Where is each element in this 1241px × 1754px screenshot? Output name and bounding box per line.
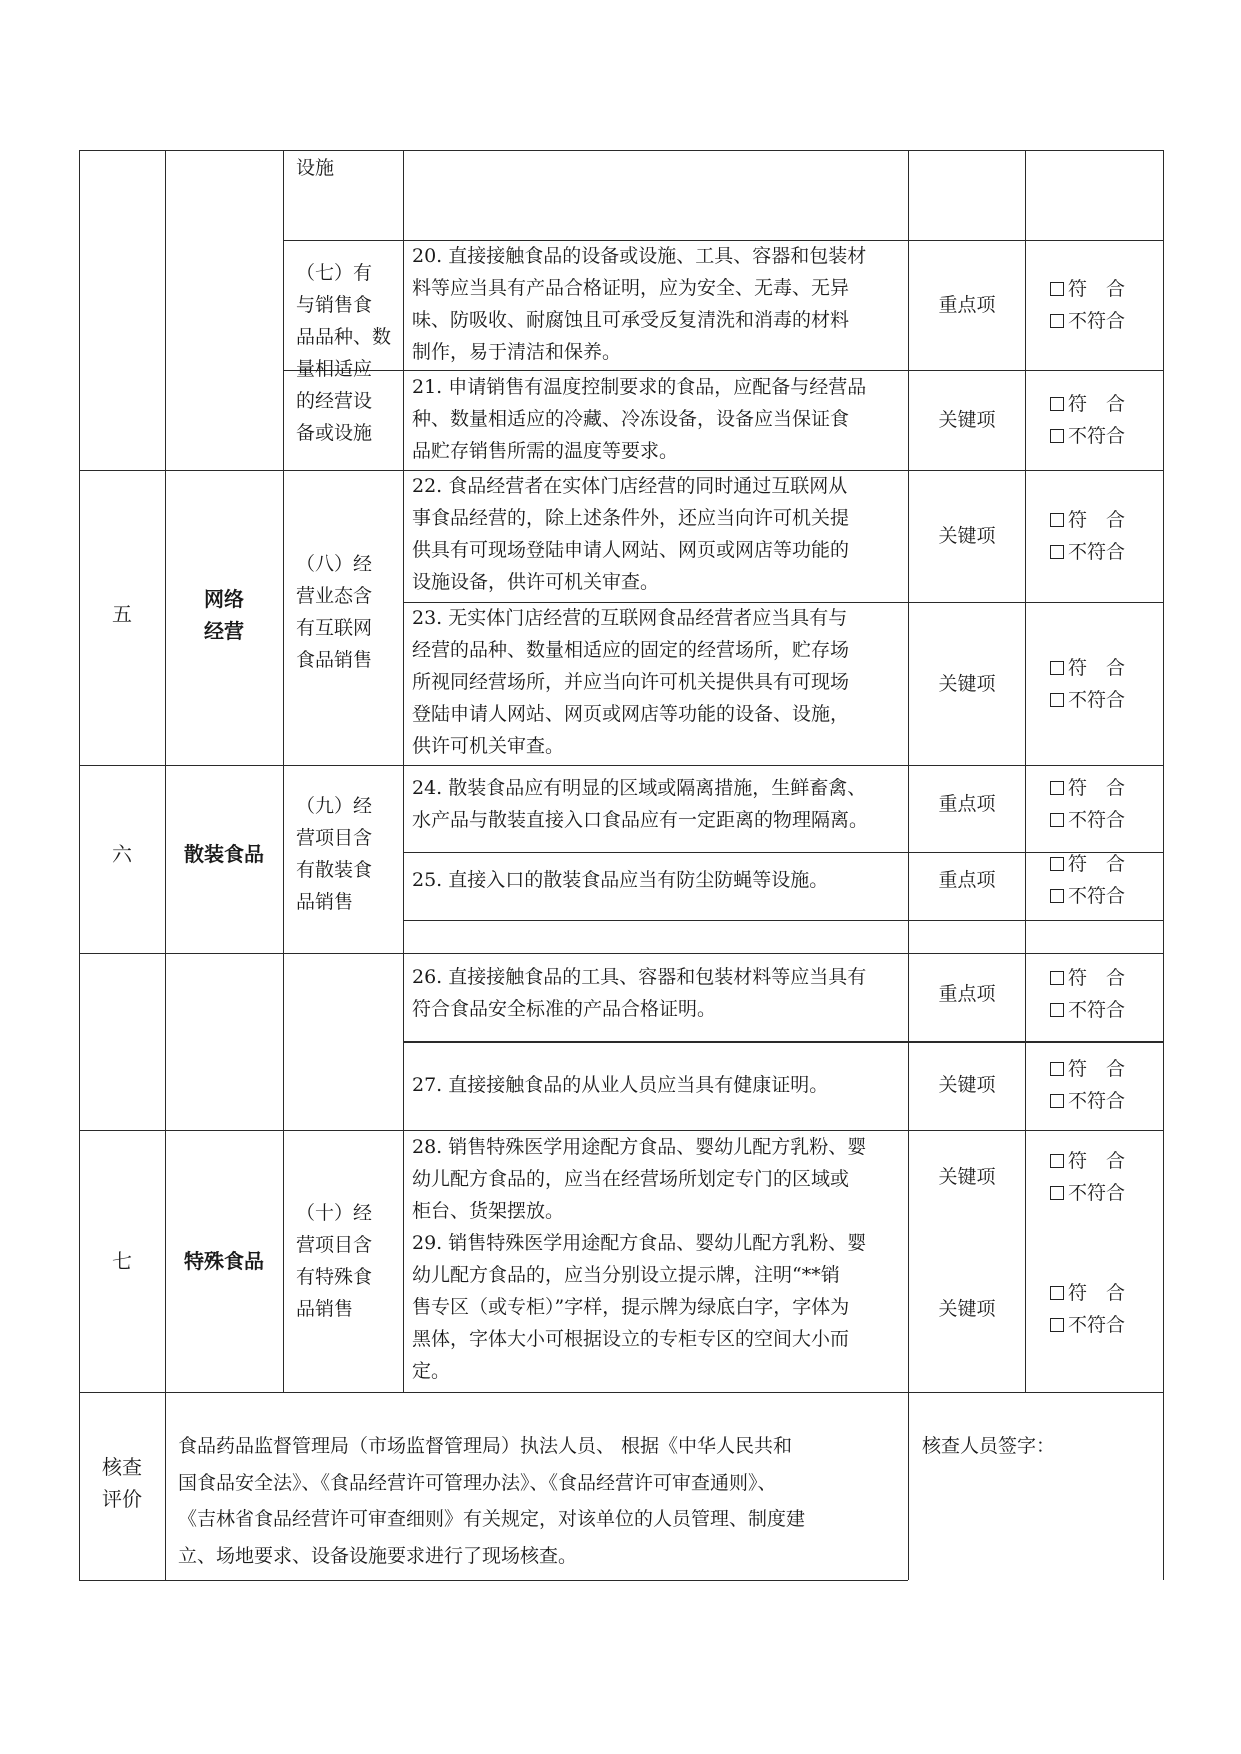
requirement-text: 定。 bbox=[412, 1360, 451, 1382]
fail-checkbox-row[interactable] bbox=[1050, 880, 1125, 912]
fail-checkbox-row[interactable] bbox=[1050, 420, 1125, 452]
fail-checkbox[interactable] bbox=[1050, 813, 1064, 827]
table-rule bbox=[403, 852, 1163, 853]
pass-checkbox-row[interactable] bbox=[1050, 848, 1125, 880]
compliance-check-28 bbox=[1050, 1145, 1125, 1209]
requirement-text: 幼儿配方食品的，应当分别设立提示牌，注明“**销 bbox=[412, 1264, 840, 1286]
subsection-label: （十）经 bbox=[296, 1202, 373, 1224]
pass-checkbox-row[interactable] bbox=[1050, 273, 1125, 305]
requirement-text: 种、数量相适应的冷藏、冷冻设备，设备应当保证食 bbox=[412, 408, 850, 430]
fail-checkbox-row[interactable] bbox=[1050, 1085, 1125, 1117]
subsection-label: 营项目含 bbox=[296, 1234, 373, 1256]
pass-checkbox-row[interactable] bbox=[1050, 772, 1125, 804]
checkbox-label: 符 合 bbox=[1068, 278, 1126, 300]
subsection-label: 备或设施 bbox=[296, 422, 373, 444]
category-label: 特殊食品 bbox=[184, 1249, 264, 1273]
requirement-level: 重点项 bbox=[938, 294, 996, 316]
pass-checkbox-row[interactable] bbox=[1050, 652, 1125, 684]
pass-checkbox[interactable] bbox=[1050, 661, 1064, 675]
checkbox-label: 符 合 bbox=[1068, 657, 1126, 679]
requirement-text: 柜台、货架摆放。 bbox=[412, 1200, 565, 1222]
requirement-text: 23. 无实体门店经营的互联网食品经营者应当具有与 bbox=[412, 607, 848, 629]
compliance-check-26 bbox=[1050, 962, 1125, 1026]
pass-checkbox[interactable] bbox=[1050, 857, 1064, 871]
checkbox-label: 不符合 bbox=[1068, 999, 1126, 1021]
fail-checkbox[interactable] bbox=[1050, 889, 1064, 903]
pass-checkbox[interactable] bbox=[1050, 971, 1064, 985]
fail-checkbox-row[interactable] bbox=[1050, 684, 1125, 716]
requirement-text: 黑体，字体大小可根据设立的专柜专区的空间大小而 bbox=[412, 1328, 850, 1350]
evaluation-text: 食品药品监督管理局（市场监督管理局）执法人员、 根据《中华人民共和 bbox=[178, 1435, 793, 1457]
subsection-label: 设施 bbox=[296, 157, 335, 179]
evaluation-label: 评价 bbox=[102, 1487, 142, 1511]
table-rule bbox=[1163, 1392, 1164, 1580]
compliance-check-23 bbox=[1050, 652, 1125, 716]
requirement-text: 29. 销售特殊医学用途配方食品、婴幼儿配方乳粉、婴 bbox=[412, 1232, 867, 1254]
evaluation-text: 立、场地要求、设备设施要求进行了现场核查。 bbox=[178, 1544, 578, 1567]
section-number: 五 bbox=[112, 602, 132, 626]
checkbox-label: 符 合 bbox=[1068, 777, 1126, 799]
checkbox-label: 符 合 bbox=[1068, 1150, 1126, 1172]
checkbox-label: 不符合 bbox=[1068, 885, 1126, 907]
requirement-level: 关键项 bbox=[938, 525, 996, 547]
requirement-level: 重点项 bbox=[938, 983, 996, 1005]
fail-checkbox[interactable] bbox=[1050, 1186, 1064, 1200]
checkbox-label: 符 合 bbox=[1068, 967, 1126, 989]
requirement-text: 26. 直接接触食品的工具、容器和包装材料等应当具有 bbox=[412, 966, 867, 988]
requirement-text: 料等应当具有产品合格证明，应为安全、无毒、无异 bbox=[412, 277, 850, 299]
pass-checkbox[interactable] bbox=[1050, 781, 1064, 795]
subsection-label: 品销售 bbox=[296, 1298, 354, 1320]
requirement-level: 关键项 bbox=[938, 673, 996, 695]
requirement-text: 所视同经营场所，并应当向许可机关提供具有可现场 bbox=[412, 671, 850, 693]
pass-checkbox-row[interactable] bbox=[1050, 1277, 1125, 1309]
table-rule bbox=[403, 150, 404, 1392]
requirement-level: 重点项 bbox=[938, 869, 996, 891]
table-rule bbox=[79, 765, 1163, 766]
fail-checkbox-row[interactable] bbox=[1050, 804, 1125, 836]
checkbox-label: 符 合 bbox=[1068, 393, 1126, 415]
table-rule bbox=[1163, 150, 1164, 1392]
requirement-text: 24. 散装食品应有明显的区域或隔离措施，生鲜畜禽、 bbox=[412, 777, 867, 799]
requirement-text: 20. 直接接触食品的设备或设施、工具、容器和包装材 bbox=[412, 245, 867, 267]
pass-checkbox[interactable] bbox=[1050, 397, 1064, 411]
fail-checkbox[interactable] bbox=[1050, 429, 1064, 443]
fail-checkbox-row[interactable] bbox=[1050, 994, 1125, 1026]
checkbox-label: 不符合 bbox=[1068, 1314, 1126, 1336]
table-rule bbox=[79, 953, 1163, 954]
requirement-text: 经营的品种、数量相适应的固定的经营场所，贮存场 bbox=[412, 639, 850, 661]
fail-checkbox[interactable] bbox=[1050, 693, 1064, 707]
signature-label: 核查人员签字： bbox=[922, 1435, 1056, 1457]
requirement-text: 28. 销售特殊医学用途配方食品、婴幼儿配方乳粉、婴 bbox=[412, 1136, 867, 1158]
pass-checkbox-row[interactable] bbox=[1050, 504, 1125, 536]
subsection-label: 量相适应 bbox=[296, 358, 373, 380]
fail-checkbox[interactable] bbox=[1050, 1318, 1064, 1332]
checkbox-label: 不符合 bbox=[1068, 541, 1126, 563]
table-rule bbox=[283, 150, 284, 1392]
checkbox-label: 符 合 bbox=[1068, 853, 1126, 875]
requirement-text: 售专区（或专柜）”字样，提示牌为绿底白字，字体为 bbox=[412, 1296, 850, 1318]
table-rule bbox=[79, 150, 1163, 151]
fail-checkbox-row[interactable] bbox=[1050, 1177, 1125, 1209]
checkbox-label: 符 合 bbox=[1068, 1058, 1126, 1080]
pass-checkbox[interactable] bbox=[1050, 1154, 1064, 1168]
evaluation-text: 《吉林省食品经营许可审查细则》有关规定，对该单位的人员管理、制度建 bbox=[178, 1508, 806, 1530]
compliance-check-27 bbox=[1050, 1053, 1125, 1117]
requirement-level: 关键项 bbox=[938, 1074, 996, 1096]
subsection-label: 食品销售 bbox=[296, 649, 373, 671]
compliance-check-29 bbox=[1050, 1277, 1125, 1341]
evaluation-label: 核查 bbox=[102, 1455, 142, 1479]
checkbox-label: 符 合 bbox=[1068, 509, 1126, 531]
fail-checkbox-row[interactable] bbox=[1050, 305, 1125, 337]
category-label: 散装食品 bbox=[184, 842, 264, 866]
requirement-text: 登陆申请人网站、网页或网店等功能的设备、设施， bbox=[412, 703, 850, 725]
requirement-text: 25. 直接入口的散装食品应当有防尘防蝇等设施。 bbox=[412, 869, 829, 891]
evaluation-text: 国食品安全法》、《食品经营许可管理办法》、《食品经营许可审查通则》、 bbox=[178, 1471, 777, 1494]
fail-checkbox[interactable] bbox=[1050, 545, 1064, 559]
requirement-text: 供许可机关审查。 bbox=[412, 735, 565, 757]
requirement-text: 27. 直接接触食品的从业人员应当具有健康证明。 bbox=[412, 1074, 829, 1096]
requirement-text: 事食品经营的，除上述条件外，还应当向许可机关提 bbox=[412, 507, 850, 529]
requirement-text: 设施设备，供许可机关审查。 bbox=[412, 571, 660, 593]
subsection-label: 有互联网 bbox=[296, 617, 373, 639]
requirement-text: 水产品与散装直接入口食品应有一定距离的物理隔离。 bbox=[412, 809, 869, 831]
pass-checkbox-row[interactable] bbox=[1050, 1053, 1125, 1085]
checkbox-label: 不符合 bbox=[1068, 1182, 1126, 1204]
checkbox-label: 不符合 bbox=[1068, 1090, 1126, 1112]
checkbox-label: 不符合 bbox=[1068, 425, 1126, 447]
requirement-text: 幼儿配方食品的，应当在经营场所划定专门的区域或 bbox=[412, 1168, 850, 1190]
checkbox-label: 不符合 bbox=[1068, 310, 1126, 332]
section-number: 六 bbox=[112, 842, 132, 866]
fail-checkbox[interactable] bbox=[1050, 1003, 1064, 1017]
pass-checkbox[interactable] bbox=[1050, 282, 1064, 296]
table-rule bbox=[403, 1041, 1163, 1043]
compliance-check-20 bbox=[1050, 273, 1125, 337]
table-rule bbox=[79, 1580, 908, 1581]
category-label: 网络 bbox=[204, 587, 244, 611]
requirement-text: 供具有可现场登陆申请人网站、网页或网店等功能的 bbox=[412, 539, 850, 561]
pass-checkbox-row[interactable] bbox=[1050, 962, 1125, 994]
pass-checkbox-row[interactable] bbox=[1050, 388, 1125, 420]
subsection-label: 与销售食 bbox=[296, 294, 373, 316]
fail-checkbox-row[interactable] bbox=[1050, 1309, 1125, 1341]
requirement-level: 重点项 bbox=[938, 793, 996, 815]
subsection-label: 有特殊食 bbox=[296, 1266, 373, 1288]
subsection-label: （七）有 bbox=[296, 262, 373, 284]
compliance-check-24 bbox=[1050, 772, 1125, 836]
table-rule bbox=[1025, 150, 1026, 1392]
checkbox-label: 不符合 bbox=[1068, 809, 1126, 831]
requirement-text: 制作，易于清洁和保养。 bbox=[412, 341, 622, 363]
subsection-label: 品品种、数 bbox=[296, 326, 392, 348]
subsection-label: （八）经 bbox=[296, 553, 373, 575]
table-rule bbox=[403, 920, 1163, 921]
requirement-text: 22. 食品经营者在实体门店经营的同时通过互联网从 bbox=[412, 475, 848, 497]
pass-checkbox[interactable] bbox=[1050, 1286, 1064, 1300]
checkbox-label: 不符合 bbox=[1068, 689, 1126, 711]
requirement-text: 味、防吸收、耐腐蚀且可承受反复清洗和消毒的材料 bbox=[412, 309, 850, 331]
fail-checkbox-row[interactable] bbox=[1050, 536, 1125, 568]
fail-checkbox[interactable] bbox=[1050, 314, 1064, 328]
subsection-label: 的经营设 bbox=[296, 390, 373, 412]
requirement-text: 21. 申请销售有温度控制要求的食品，应配备与经营品 bbox=[412, 376, 867, 398]
pass-checkbox[interactable] bbox=[1050, 513, 1064, 527]
compliance-check-22 bbox=[1050, 504, 1125, 568]
section-number: 七 bbox=[112, 1249, 132, 1273]
requirement-level: 关键项 bbox=[938, 1166, 996, 1188]
fail-checkbox[interactable] bbox=[1050, 1094, 1064, 1108]
compliance-check-21 bbox=[1050, 388, 1125, 452]
subsection-label: 营业态含 bbox=[296, 585, 373, 607]
requirement-level: 关键项 bbox=[938, 409, 996, 431]
subsection-label: 品销售 bbox=[296, 891, 354, 913]
checkbox-label: 符 合 bbox=[1068, 1282, 1126, 1304]
requirement-text: 符合食品安全标准的产品合格证明。 bbox=[412, 998, 717, 1020]
pass-checkbox-row[interactable] bbox=[1050, 1145, 1125, 1177]
category-label: 经营 bbox=[204, 619, 244, 643]
table-rule bbox=[79, 1392, 1163, 1393]
requirement-text: 品贮存销售所需的温度等要求。 bbox=[412, 440, 679, 462]
subsection-label: （九）经 bbox=[296, 795, 373, 817]
subsection-label: 有散装食 bbox=[296, 859, 373, 881]
pass-checkbox[interactable] bbox=[1050, 1062, 1064, 1076]
compliance-check-25 bbox=[1050, 848, 1125, 912]
subsection-label: 营项目含 bbox=[296, 827, 373, 849]
requirement-level: 关键项 bbox=[938, 1298, 996, 1320]
